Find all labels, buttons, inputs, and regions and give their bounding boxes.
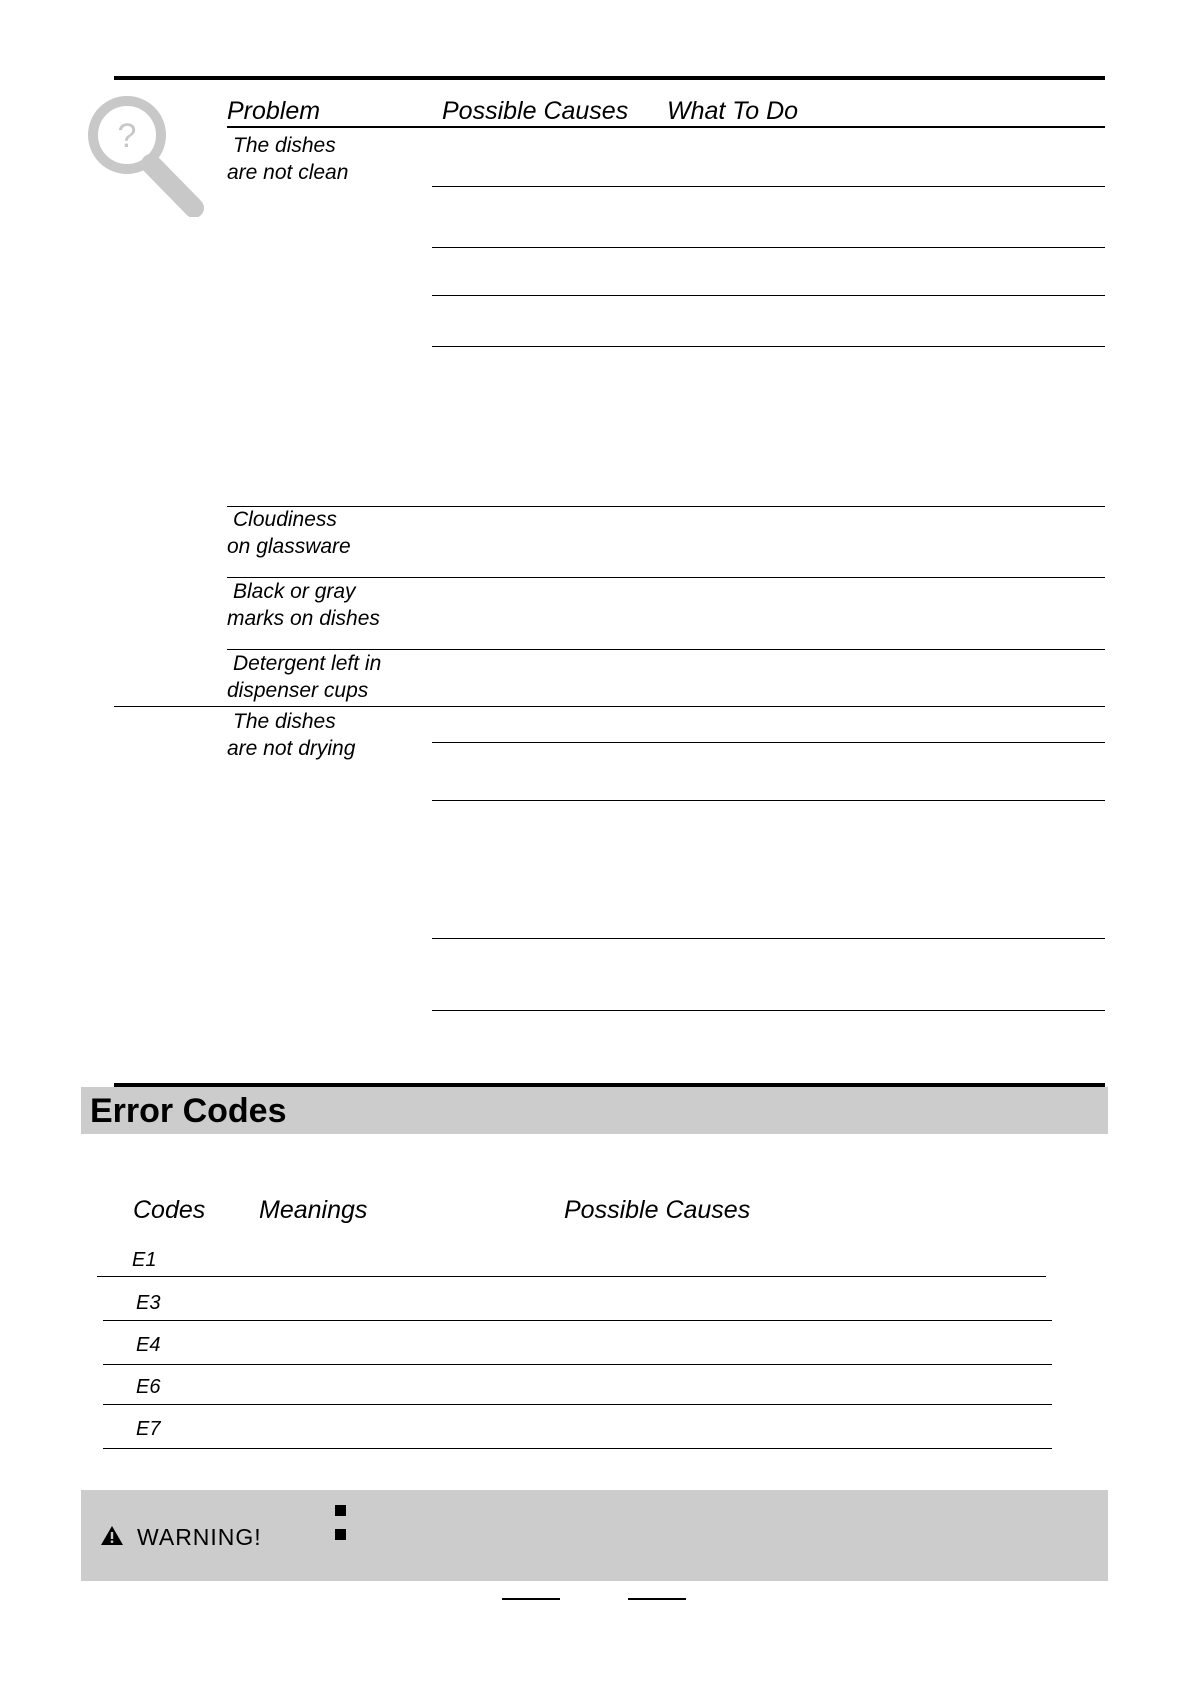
top-rule bbox=[114, 76, 1105, 80]
footer-dash bbox=[502, 1598, 560, 1600]
error-codes-title: Error Codes bbox=[90, 1092, 287, 1130]
error-row-divider bbox=[103, 1320, 1052, 1321]
problem-line: dispenser cups bbox=[227, 679, 369, 702]
problem-line: are not clean bbox=[227, 161, 349, 184]
problem-line: Cloudiness bbox=[233, 508, 337, 531]
problem-divider bbox=[227, 506, 1105, 507]
warning-label: WARNING! bbox=[137, 1524, 262, 1550]
header-possible-causes: Possible Causes bbox=[442, 97, 629, 125]
magnifier-question-icon bbox=[86, 92, 206, 217]
error-row-divider bbox=[103, 1364, 1052, 1365]
cause-divider bbox=[432, 800, 1105, 801]
problem-black-gray-marks bbox=[227, 578, 380, 632]
error-row-divider bbox=[103, 1448, 1052, 1449]
footer-dash bbox=[628, 1598, 686, 1600]
cause-divider bbox=[432, 1010, 1105, 1011]
warning-bullet bbox=[335, 1529, 346, 1540]
problem-line: The dishes bbox=[233, 134, 336, 157]
header-what-to-do: What To Do bbox=[667, 97, 799, 125]
problem-line: on glassware bbox=[227, 535, 351, 558]
error-code-e7: E7 bbox=[136, 1418, 161, 1440]
problem-line: Black or gray bbox=[233, 580, 356, 603]
cause-divider bbox=[432, 742, 1105, 743]
problem-line: marks on dishes bbox=[227, 607, 380, 630]
header-error-causes: Possible Causes bbox=[564, 1196, 751, 1224]
problem-line: The dishes bbox=[233, 710, 336, 733]
header-rule bbox=[227, 126, 1105, 128]
section-divider bbox=[114, 706, 1105, 707]
error-row-divider bbox=[97, 1276, 1046, 1277]
error-code-e4: E4 bbox=[136, 1334, 161, 1356]
error-code-e1: E1 bbox=[132, 1249, 157, 1271]
warning-bullet bbox=[335, 1505, 346, 1516]
problem-detergent-left bbox=[227, 650, 381, 704]
cause-divider bbox=[432, 295, 1105, 296]
cause-divider bbox=[432, 938, 1105, 939]
error-code-e6: E6 bbox=[136, 1376, 161, 1398]
error-code-e3: E3 bbox=[136, 1292, 161, 1314]
cause-divider bbox=[432, 346, 1105, 347]
cause-divider bbox=[432, 186, 1105, 187]
header-codes: Codes bbox=[133, 1196, 206, 1224]
warning-triangle-icon bbox=[100, 1525, 124, 1546]
header-problem: Problem bbox=[227, 97, 321, 125]
cause-divider bbox=[432, 247, 1105, 248]
problem-line: Detergent left in bbox=[233, 652, 382, 675]
problem-dishes-not-clean bbox=[227, 132, 348, 186]
problem-line: are not drying bbox=[227, 737, 356, 760]
svg-text:?: ? bbox=[117, 117, 137, 155]
problem-dishes-not-drying bbox=[227, 708, 355, 762]
header-meanings: Meanings bbox=[259, 1196, 368, 1224]
error-row-divider bbox=[103, 1404, 1052, 1405]
problem-cloudiness bbox=[227, 506, 351, 560]
